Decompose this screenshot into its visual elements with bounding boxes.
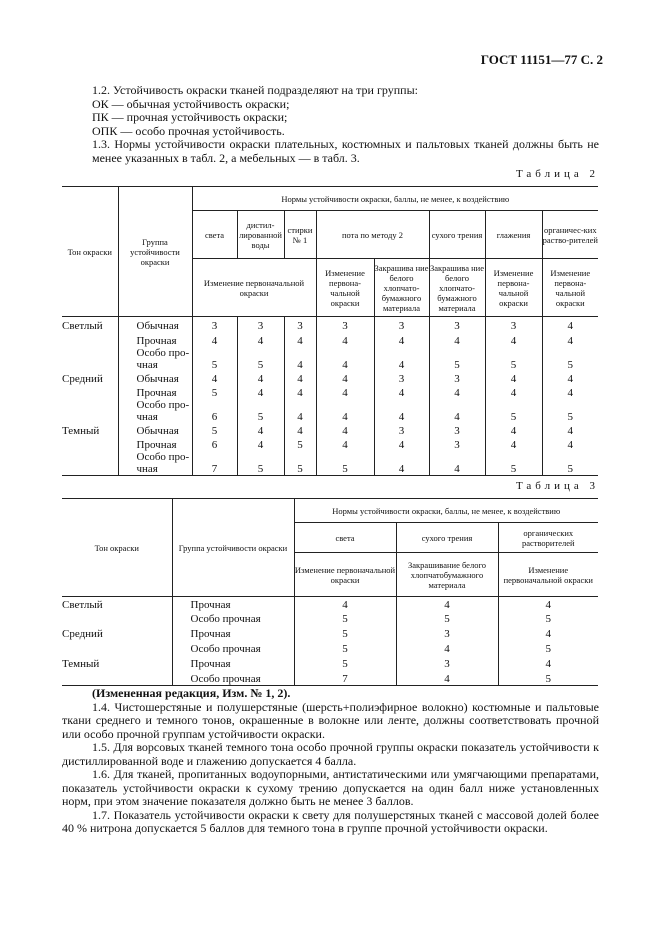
t2-cell-value: 4 [542, 387, 598, 399]
t2-cell-value: 5 [237, 359, 284, 371]
t3-cell-value: 7 [294, 673, 396, 686]
t2-cell-value: 4 [485, 335, 542, 347]
table-row [62, 347, 598, 359]
t3-cell-tone: Светлый [62, 598, 103, 611]
clause-1-6: 1.6. Для тканей, пропитанных водоупорными, антистатическими или умягчающими препаратами, показатель устойчивости окраски к сухому трению допускается на один балл ниже установленных норм, при этом значение показателя должно быть не менее 3 баллов. [62, 767, 599, 808]
t2-cell-value [192, 399, 237, 411]
t2-cell-value: 4 [542, 423, 598, 439]
t3-cell-value: 4 [396, 643, 498, 655]
t2-cell-tone [62, 411, 118, 423]
table-3-caption: Таблица 3 [515, 480, 599, 492]
clause-1-4: 1.4. Чистошерстяные и полушерстяные (шерсть+полиэфирное волокно) костюмные и пальтовые ткани среднего и темного тонов, окрашенные в волокне или ленте, должны соответствовать прочной или особо прочной группам устойчивости окраски. [62, 699, 599, 741]
t2-cell-value [316, 451, 374, 463]
t3-cell-value: 5 [498, 643, 598, 655]
t2-cell-value: 5 [192, 423, 237, 439]
t2-cell-value: 4 [429, 387, 485, 399]
t2-cell-value: 4 [284, 371, 316, 387]
t2-cell-value: 4 [374, 387, 429, 399]
t2-cell-tone [62, 335, 118, 347]
t3-cell-tone [62, 613, 172, 625]
t2-cell-value [542, 399, 598, 411]
table-row [62, 451, 598, 463]
clause-1-5: 1.5. Для ворсовых тканей темного тона особо прочной группы окраски показатель устойчивости к дистиллированной воде и глажению допускается 4 балла. [62, 740, 599, 768]
group-opk: ОПК — особо прочная устойчивость. [92, 123, 285, 138]
page-header: ГОСТ 11151—77 С. 2 [480, 52, 603, 67]
t2-cell-tone [62, 451, 118, 463]
table-row [62, 597, 598, 613]
t2-cell-value: 4 [316, 411, 374, 423]
t3-cell-value: 5 [396, 613, 498, 625]
table-row [62, 463, 598, 476]
table-2-caption: Таблица 2 [515, 168, 599, 180]
table-row [62, 643, 598, 655]
t2-cell-value: 3 [429, 439, 485, 451]
t3-cell-value: 5 [294, 643, 396, 655]
t2-cell-value: 4 [542, 317, 598, 335]
notes-section [62, 687, 599, 836]
t3-cell-group: Прочная [172, 655, 294, 673]
t2-cell-value: 3 [429, 317, 485, 335]
t3-cell-value: 5 [294, 655, 396, 673]
t3-cell-value: 5 [498, 613, 598, 625]
table-row [62, 387, 598, 399]
t2-cell-group: Прочная [118, 439, 192, 451]
t2-head-dist-water: дистил-лированной воды [237, 211, 284, 259]
t2-cell-value [316, 399, 374, 411]
t3-cell-value: 3 [396, 625, 498, 643]
t2-head-change-initial: Изменение первоначальной окраски [192, 259, 316, 317]
t2-head-group: Группа устойчивости окраски [118, 187, 192, 317]
t2-cell-value [485, 451, 542, 463]
t2-cell-value [237, 347, 284, 359]
clause-1-2: 1.2. Устойчивость окраски тканей подразделяют на три группы: [92, 83, 418, 97]
t2-cell-group: чная [118, 359, 192, 371]
t2-cell-value: 6 [192, 411, 237, 423]
t2-cell-value: 3 [284, 317, 316, 335]
t3-cell-group: Особо прочная [172, 613, 294, 625]
t2-cell-value [237, 399, 284, 411]
t2-cell-value: 4 [237, 439, 284, 451]
t2-cell-value: 4 [316, 371, 374, 387]
t2-cell-group: Обычная [118, 423, 192, 439]
t3-cell-tone [62, 643, 172, 655]
t2-head-ironing: глажения [485, 211, 542, 259]
t2-cell-value: 4 [316, 335, 374, 347]
t3-cell-tone: Средний [62, 627, 103, 640]
t2-cell-group: Обычная [118, 317, 192, 335]
table-row [62, 625, 598, 643]
t2-cell-value: 4 [542, 439, 598, 451]
t2-cell-value [542, 347, 598, 359]
t2-cell-value: 4 [284, 335, 316, 347]
t2-cell-value: 4 [284, 411, 316, 423]
t2-cell-value: 3 [192, 317, 237, 335]
t2-cell-value: 4 [542, 371, 598, 387]
t2-cell-value: 4 [316, 359, 374, 371]
t3-head-light: света [294, 523, 396, 553]
t2-cell-tone [62, 359, 118, 371]
t3-cell-value: 5 [294, 613, 396, 625]
t2-cell-value: 3 [374, 317, 429, 335]
t3-head-dry-stain: Закрашивание белого хлопчатобумажного материала [396, 553, 498, 597]
t2-cell-tone [62, 439, 118, 451]
t2-cell-value: 7 [192, 463, 237, 476]
t2-cell-value [284, 451, 316, 463]
table-row [62, 335, 598, 347]
t2-cell-tone [62, 463, 118, 476]
table-row [62, 655, 598, 673]
t2-cell-value [316, 347, 374, 359]
t2-cell-group: Прочная [118, 335, 192, 347]
t2-cell-value: 4 [284, 387, 316, 399]
t2-head-light: света [192, 211, 237, 259]
t2-head-wash: стирки № 1 [284, 211, 316, 259]
t2-cell-value [485, 347, 542, 359]
t3-cell-group: Прочная [172, 597, 294, 613]
t2-cell-value: 3 [374, 371, 429, 387]
t2-head-dry-stain: Закрашива ние белого хлопчато-бумажного материала [429, 259, 485, 317]
table-row [62, 411, 598, 423]
table-2 [62, 186, 598, 476]
t2-cell-value [374, 399, 429, 411]
table-row [62, 359, 598, 371]
t3-cell-value: 5 [294, 625, 396, 643]
t2-cell-value: 3 [374, 423, 429, 439]
t2-cell-value [542, 451, 598, 463]
t2-cell-value: 4 [374, 359, 429, 371]
t2-cell-value: 3 [429, 423, 485, 439]
t2-cell-tone [62, 387, 118, 399]
t2-head-sweat-change: Изменение первона-чальной окраски [316, 259, 374, 317]
t2-cell-value: 4 [237, 371, 284, 387]
t3-head-group: Группа устойчивости окраски [172, 499, 294, 597]
group-ok: ОК — обычная устойчивость окраски; [92, 96, 290, 111]
t2-cell-value: 4 [542, 335, 598, 347]
t2-cell-value: 5 [485, 359, 542, 371]
t2-head-sweat: пота по методу 2 [316, 211, 429, 259]
t3-cell-group: Особо прочная [172, 673, 294, 686]
t2-cell-value: 4 [374, 335, 429, 347]
t2-cell-value: 4 [485, 423, 542, 439]
t2-cell-value: 4 [316, 387, 374, 399]
t2-cell-value: 5 [429, 359, 485, 371]
t2-cell-group: Особо про- [118, 347, 192, 359]
t3-head-light-change: Изменение первоначальной окраски [294, 553, 396, 597]
table-row [62, 613, 598, 625]
t3-cell-value: 4 [396, 597, 498, 613]
t2-cell-value: 6 [192, 439, 237, 451]
t2-cell-value: 4 [485, 387, 542, 399]
t2-cell-value: 4 [429, 463, 485, 476]
t3-cell-value: 4 [498, 625, 598, 643]
t2-head-organic: органичес-ких раство-рителей [542, 211, 598, 259]
group-pk: ПК — прочная устойчивость окраски; [92, 110, 288, 124]
t2-cell-value [429, 451, 485, 463]
t2-cell-value: 3 [237, 317, 284, 335]
t2-head-iron-change: Изменение первона-чальной окраски [485, 259, 542, 317]
t3-cell-group: Прочная [172, 625, 294, 643]
t3-head-norms: Нормы устойчивости окраски, баллы, не менее, к воздействию [294, 499, 598, 523]
t2-cell-value: 5 [485, 463, 542, 476]
t3-cell-value: 5 [498, 673, 598, 686]
t2-cell-value [284, 399, 316, 411]
t2-cell-value: 4 [237, 387, 284, 399]
t3-cell-value: 4 [498, 597, 598, 613]
t2-cell-tone: Средний [62, 372, 103, 385]
table-row [62, 317, 598, 335]
t3-cell-value: 4 [396, 673, 498, 686]
t3-head-organic: органических растворителей [498, 523, 598, 553]
t2-cell-value: 4 [485, 439, 542, 451]
t2-cell-value: 5 [316, 463, 374, 476]
t2-cell-value: 5 [284, 439, 316, 451]
t2-cell-value [429, 347, 485, 359]
t2-cell-tone [62, 399, 118, 411]
t3-head-dry-rub: сухого трения [396, 523, 498, 553]
t2-cell-value: 3 [316, 317, 374, 335]
clause-1-7: 1.7. Показатель устойчивости окраски к свету для полушерстяных тканей с массовой долей более 40 % нитрона допускается 5 баллов для темного тона в группе прочной устойчивости окраски. [62, 807, 599, 835]
t2-cell-value: 4 [316, 423, 374, 439]
t2-cell-tone: Темный [62, 424, 100, 437]
t2-cell-value: 4 [237, 335, 284, 347]
t2-cell-value: 4 [284, 423, 316, 439]
t2-cell-tone: Светлый [62, 319, 103, 332]
t2-cell-value: 5 [237, 411, 284, 423]
t2-cell-value [237, 451, 284, 463]
t2-cell-value: 4 [192, 371, 237, 387]
t3-head-organic-change: Изменение первоначальной окраски [498, 553, 598, 597]
t2-cell-value: 3 [485, 317, 542, 335]
t3-cell-tone: Темный [62, 657, 100, 670]
t2-cell-group: чная [118, 463, 192, 476]
t2-cell-value [192, 451, 237, 463]
table-row [62, 399, 598, 411]
t2-cell-value: 4 [192, 335, 237, 347]
intro-section [62, 84, 599, 165]
t2-cell-group: Прочная [118, 387, 192, 399]
t2-cell-value: 4 [374, 411, 429, 423]
t2-cell-value: 4 [316, 439, 374, 451]
t2-cell-value: 5 [542, 411, 598, 423]
t3-cell-value: 4 [294, 597, 396, 613]
t3-cell-value: 4 [498, 655, 598, 673]
t2-cell-value [284, 347, 316, 359]
clause-1-3: 1.3. Нормы устойчивости окраски плательных, костюмных и пальтовых тканей должны быть не менее указанных в табл. 2, а мебельных — в табл. 3. [92, 137, 599, 165]
t2-cell-value: 5 [284, 463, 316, 476]
t2-cell-value: 4 [429, 335, 485, 347]
t2-cell-value: 4 [374, 463, 429, 476]
t2-cell-value [485, 399, 542, 411]
t2-cell-value: 5 [237, 463, 284, 476]
table-row [62, 439, 598, 451]
t2-cell-value: 4 [237, 423, 284, 439]
t2-cell-group: Особо про- [118, 451, 192, 463]
t2-cell-value: 5 [485, 411, 542, 423]
t2-head-tone: Тон окраски [62, 187, 118, 317]
t2-cell-value [429, 399, 485, 411]
t3-cell-value: 3 [396, 655, 498, 673]
t2-cell-value: 5 [542, 359, 598, 371]
t3-head-tone: Тон окраски [62, 499, 172, 597]
t2-cell-value [374, 347, 429, 359]
table-row [62, 423, 598, 439]
t2-head-norms: Нормы устойчивости окраски, баллы, не менее, к воздействию [192, 187, 598, 211]
t3-cell-group: Особо прочная [172, 643, 294, 655]
edition-note: (Измененная редакция, Изм. № 1, 2). [92, 686, 291, 700]
t2-cell-value: 4 [284, 359, 316, 371]
t2-cell-value [374, 451, 429, 463]
t2-head-dry-rub: сухого трения [429, 211, 485, 259]
t2-cell-group: Особо про- [118, 399, 192, 411]
t2-cell-value [192, 347, 237, 359]
table-row [62, 371, 598, 387]
t2-cell-value: 4 [429, 411, 485, 423]
t2-cell-group: чная [118, 411, 192, 423]
t2-cell-value: 4 [374, 439, 429, 451]
table-3 [62, 498, 598, 686]
t2-head-sweat-stain: Закрашива ние белого хлопчато-бумажного материала [374, 259, 429, 317]
t2-cell-tone [62, 347, 118, 359]
t2-cell-value: 5 [192, 387, 237, 399]
t2-cell-value: 5 [542, 463, 598, 476]
t2-cell-value: 3 [429, 371, 485, 387]
t2-cell-group: Обычная [118, 371, 192, 387]
t3-cell-tone [62, 673, 172, 686]
t2-head-organic-change: Изменение первона-чальной окраски [542, 259, 598, 317]
t2-cell-value: 5 [192, 359, 237, 371]
table-row [62, 673, 598, 686]
t2-cell-value: 4 [485, 371, 542, 387]
